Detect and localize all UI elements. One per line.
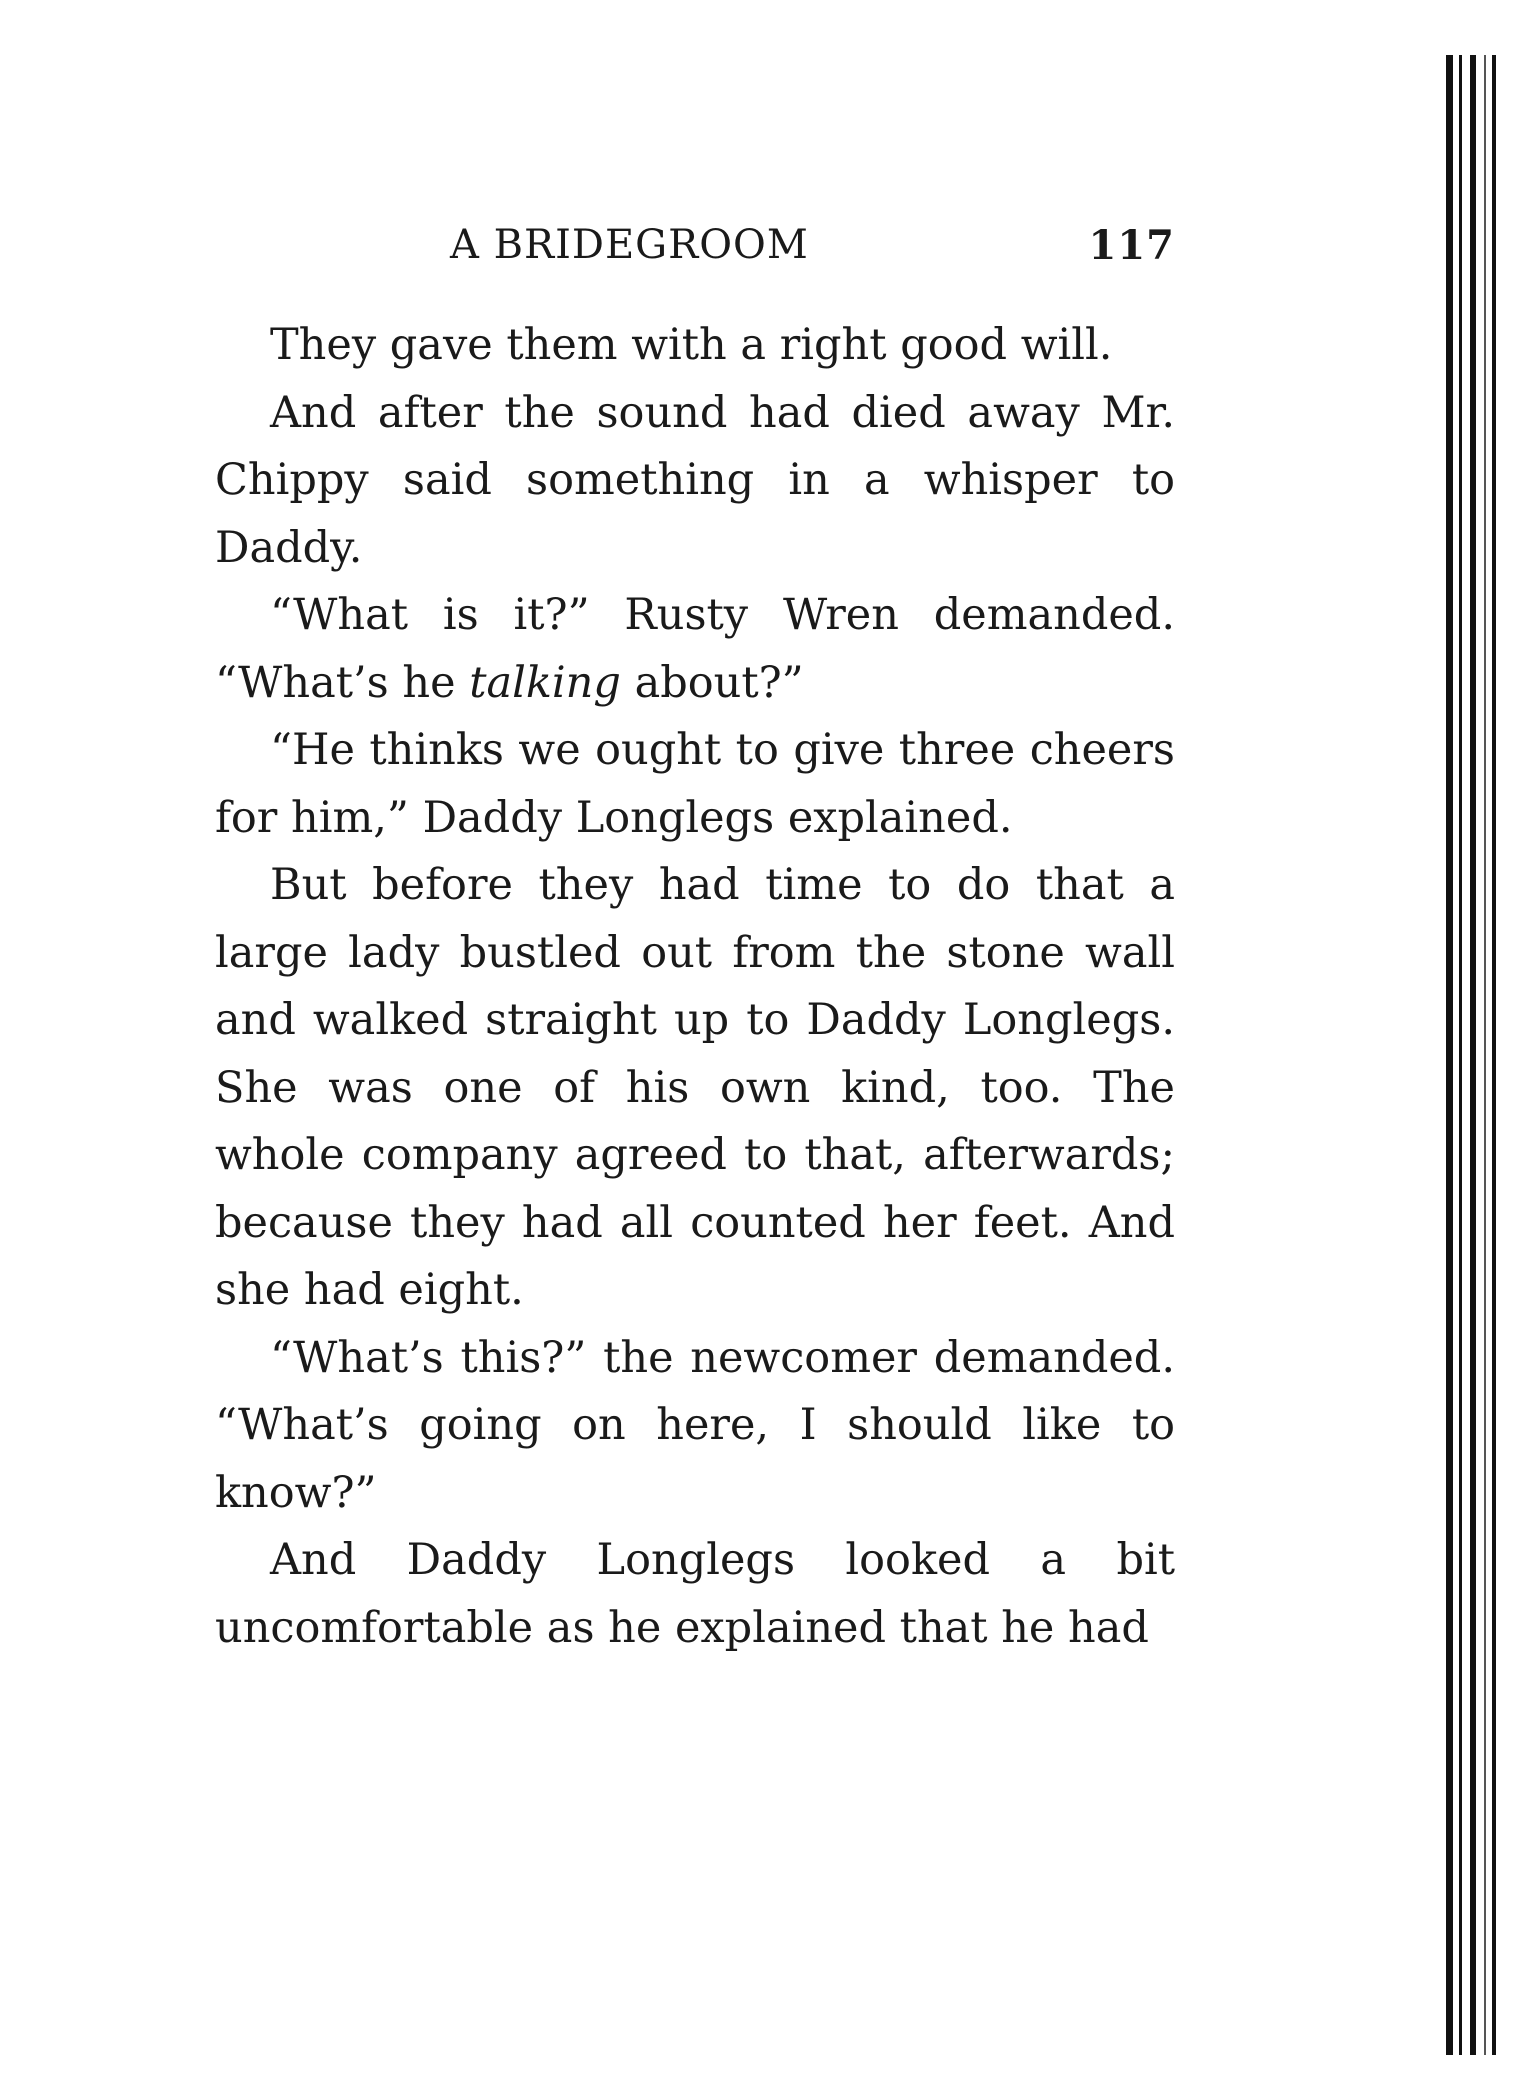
paragraph-4: “He thinks we ought to give three cheers for him,” Daddy Longlegs explained. xyxy=(215,725,1175,843)
paragraph-6: “What’s this?” the newcomer demanded. “What’s going on here, I should like to know?” xyxy=(215,1332,1175,1518)
page-number: 117 xyxy=(1088,222,1175,269)
binding-edge xyxy=(1440,55,1510,2055)
running-head xyxy=(215,222,1175,282)
paragraph-7: And Daddy Longlegs looked a bit uncomfortable as he explained that he had xyxy=(215,1535,1175,1653)
paragraph-5: But before they had time to do that a large lady bustled out from the stone wall and walked straight up to Daddy Longlegs. She was one of his own kind, too. The whole company agreed to that, afterwards; because they had all counted her feet. And she had eight. xyxy=(215,860,1175,1315)
paragraph-1: They gave them with a right good will. xyxy=(270,320,1113,370)
paragraph-3-text: “What is it?” Rusty Wren demanded. “What’s he xyxy=(215,590,1175,708)
running-title: A BRIDEGROOM xyxy=(450,222,809,268)
binding-line xyxy=(1484,55,1486,2055)
binding-line xyxy=(1446,55,1453,2055)
binding-line xyxy=(1492,55,1496,2055)
paragraph-3 xyxy=(215,582,1175,717)
paragraph-2: And after the sound had died away Mr. Chippy said something in a whisper to Daddy. xyxy=(215,387,1175,573)
binding-line xyxy=(1470,55,1476,2055)
paragraph-3-text-after: about?” xyxy=(620,657,804,708)
emphasis-talking: talking xyxy=(469,657,621,708)
body-text xyxy=(215,312,1175,1662)
binding-line xyxy=(1459,55,1462,2055)
